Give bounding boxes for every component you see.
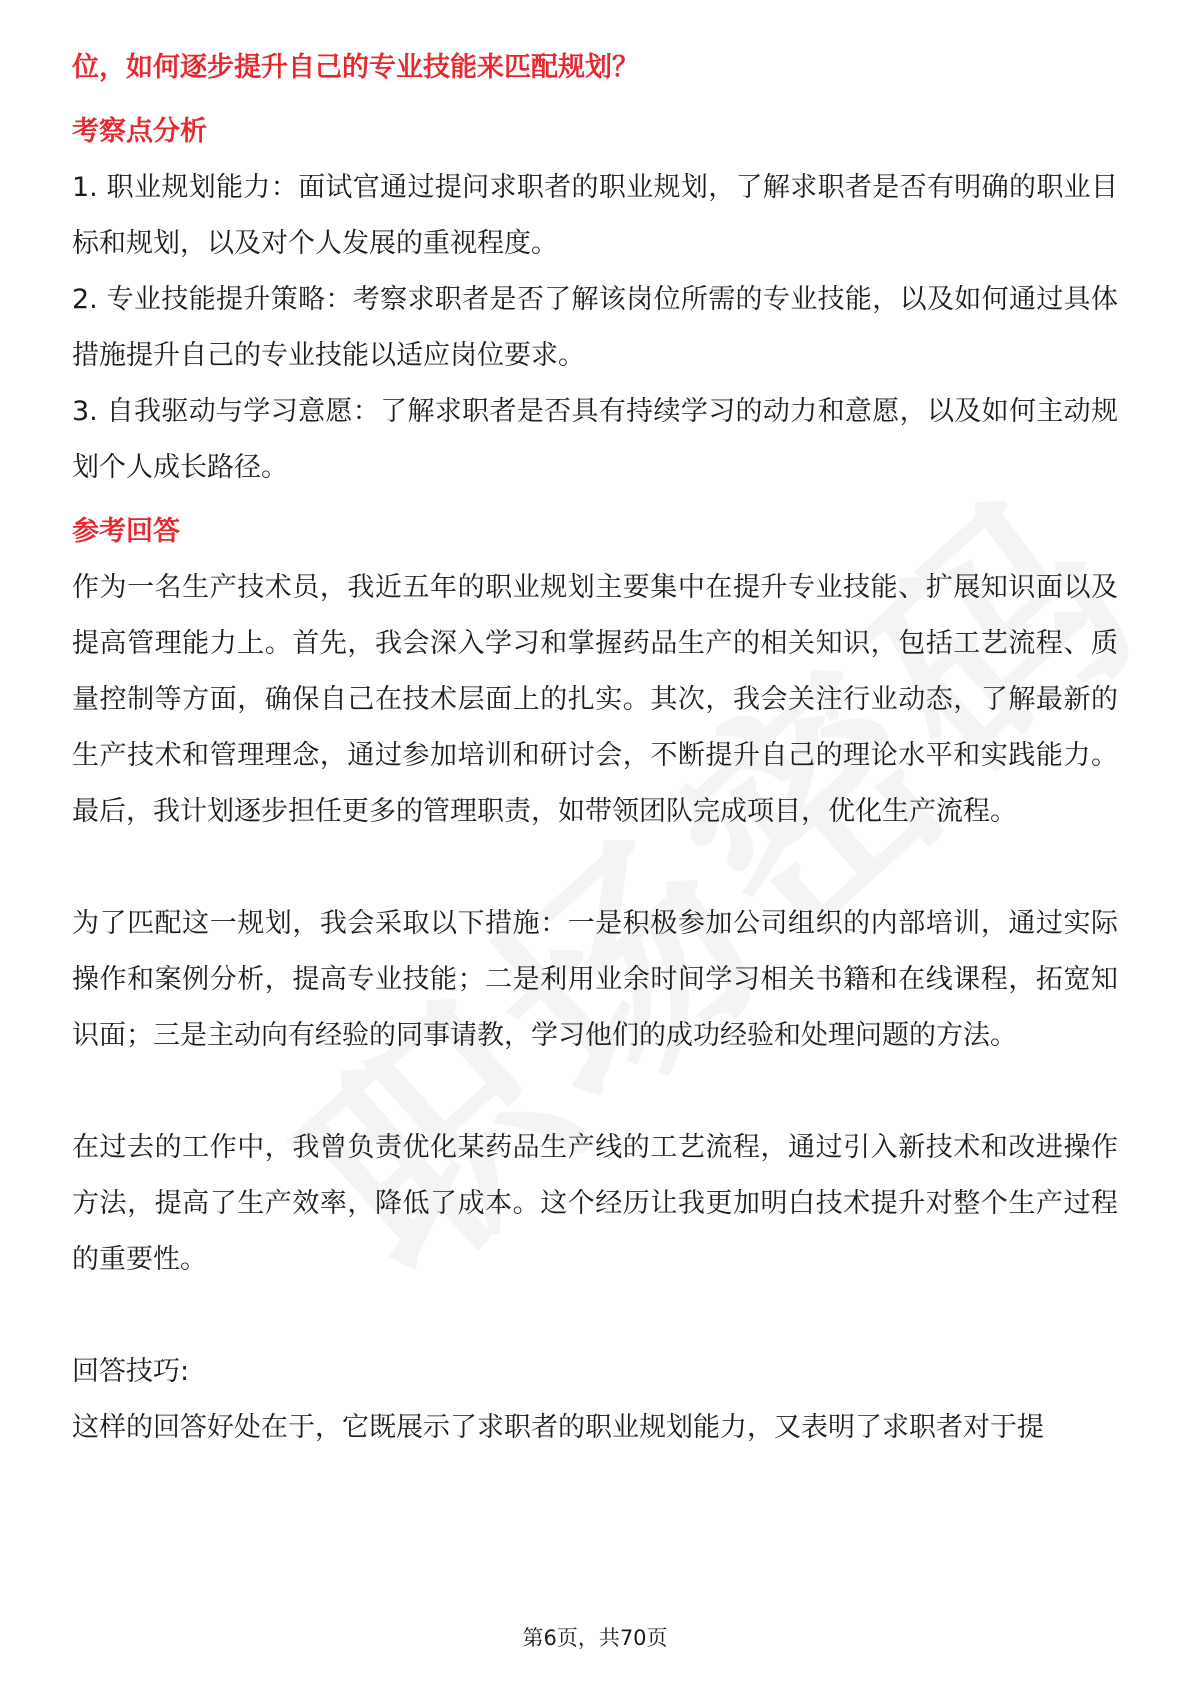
analysis-item: 3. 自我驱动与学习意愿：了解求职者是否具有持续学习的动力和意愿，以及如何主动规划个人成长路径。 xyxy=(72,396,1118,483)
document-page xyxy=(72,40,1118,1456)
page-number: 第6页，共70页 xyxy=(522,1626,668,1650)
question-title: 位，如何逐步提升自己的专业技能来匹配规划？ xyxy=(72,52,639,83)
answer-heading: 参考回答 xyxy=(72,516,180,547)
tips-heading: 回答技巧: xyxy=(72,1356,190,1387)
analysis-item: 1. 职业规划能力：面试官通过提问求职者的职业规划，了解求职者是否有明确的职业目标和规划，以及对个人发展的重视程度。 xyxy=(72,172,1118,259)
analysis-item: 2. 专业技能提升策略：考察求职者是否了解该岗位所需的专业技能，以及如何通过具体措施提升自己的专业技能以适应岗位要求。 xyxy=(72,284,1118,371)
analysis-heading: 考察点分析 xyxy=(72,116,207,147)
tips-text: 这样的回答好处在于，它既展示了求职者的职业规划能力，又表明了求职者对于提 xyxy=(72,1412,1044,1443)
answer-paragraph: 在过去的工作中，我曾负责优化某药品生产线的工艺流程，通过引入新技术和改进操作方法，提高了生产效率，降低了成本。这个经历让我更加明白技术提升对整个生产过程的重要性。 xyxy=(72,1132,1118,1275)
answer-paragraph: 为了匹配这一规划，我会采取以下措施：一是积极参加公司组织的内部培训，通过实际操作和案例分析，提高专业技能；二是利用业余时间学习相关书籍和在线课程，拓宽知识面；三是主动向有经验的同事请教，学习他们的成功经验和处理问题的方法。 xyxy=(72,908,1118,1051)
answer-paragraph: 作为一名生产技术员，我近五年的职业规划主要集中在提升专业技能、扩展知识面以及提高管理能力上。首先，我会深入学习和掌握药品生产的相关知识，包括工艺流程、质量控制等方面，确保自己在技术层面上的扎实。其次，我会关注行业动态，了解最新的生产技术和管理理念，通过参加培训和研讨会，不断提升自己的理论水平和实践能力。最后，我计划逐步担任更多的管理职责，如带领团队完成项目，优化生产流程。 xyxy=(72,572,1118,827)
